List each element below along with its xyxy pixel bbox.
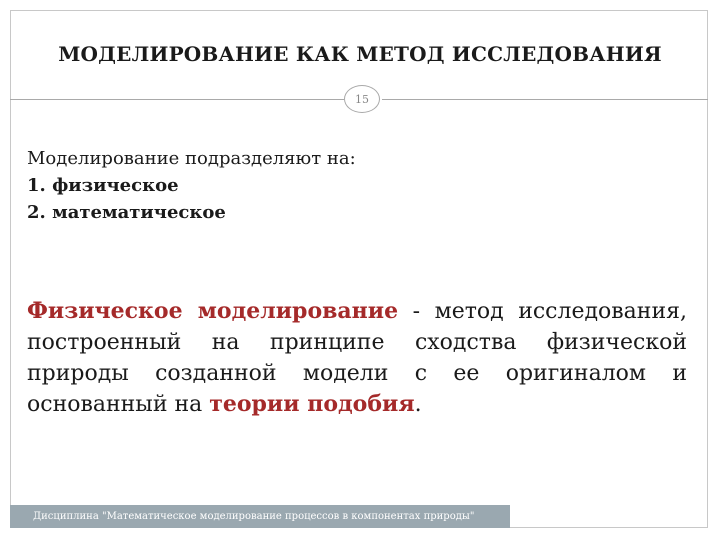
- title-divider-left: [10, 99, 344, 100]
- list-item: [27, 172, 356, 199]
- footer-bar: [10, 505, 510, 528]
- definition-paragraph: [27, 296, 687, 420]
- list-item-number: 1.: [27, 175, 46, 196]
- slide-title: МОДЕЛИРОВАНИЕ КАК МЕТОД ИССЛЕДОВАНИЯ: [58, 42, 662, 66]
- definition-end: .: [414, 392, 422, 417]
- title-divider-right: [382, 99, 708, 100]
- definition-dash: -: [412, 299, 421, 324]
- list-item-text: математическое: [52, 202, 226, 223]
- intro-text: Моделирование подразделяют на:: [27, 148, 356, 169]
- list-item-text: физическое: [52, 175, 179, 196]
- list-item: [27, 199, 356, 226]
- definition-term: Физическое моделирование: [27, 298, 399, 324]
- definition-highlight: теории подобия: [209, 391, 415, 417]
- footer-text: Дисциплина "Математическое моделирование процессов в компонентах природы": [33, 511, 475, 522]
- intro-block: [27, 145, 356, 226]
- definition-body: метод исследования, построенный на принципе сходства физической природы созданной модели с ее оригиналом и основанный на: [27, 299, 687, 417]
- page-number: 15: [344, 85, 380, 113]
- list-item-number: 2.: [27, 202, 46, 223]
